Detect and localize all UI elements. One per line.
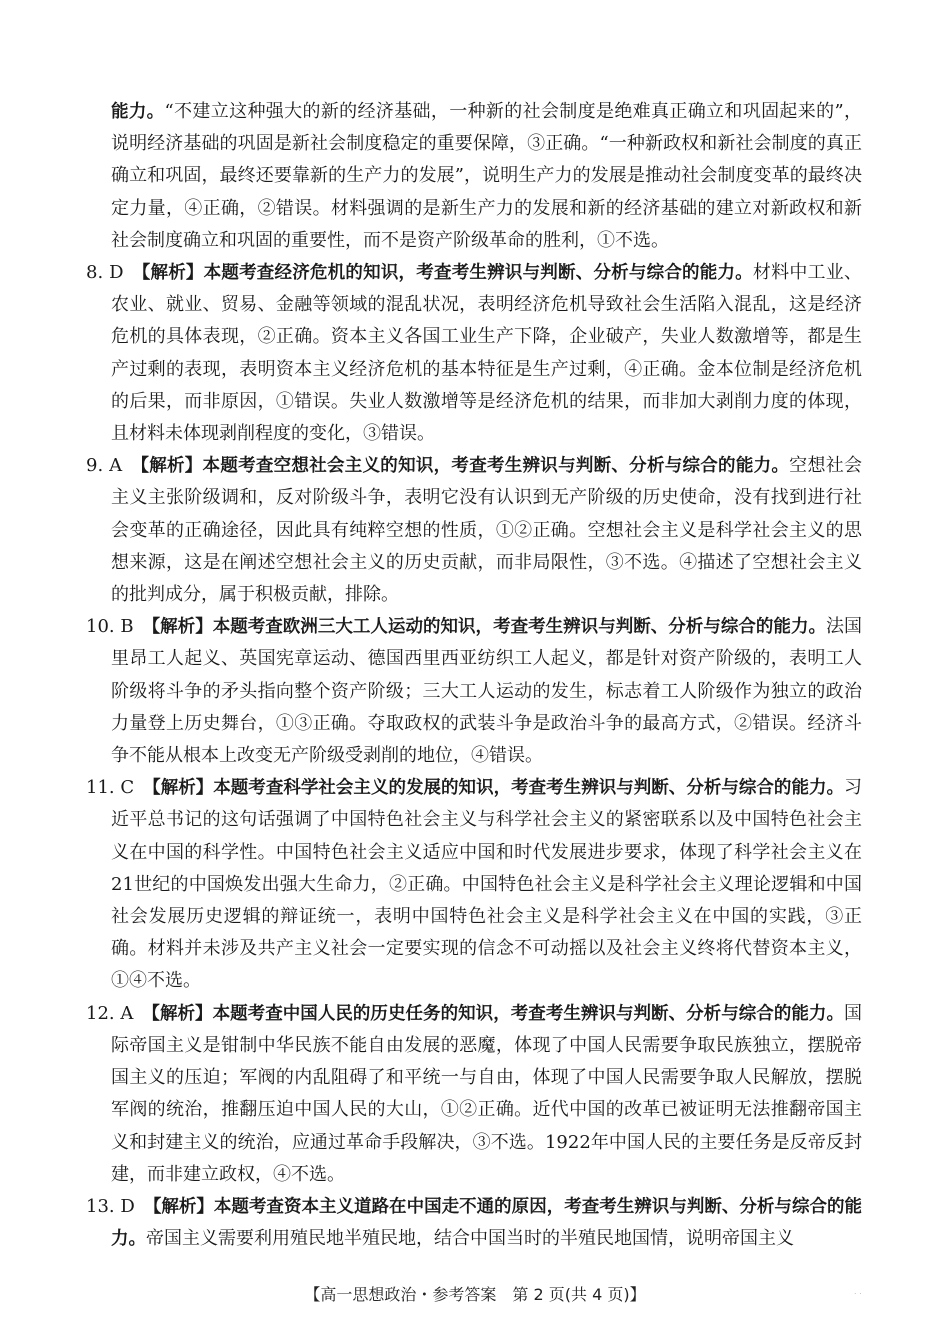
- answer-item-8: [86, 257, 862, 450]
- analysis-heading: 【解析】本题考查科学社会主义的发展的知识，考查考生辨识与判断、分析与综合的能力。: [143, 778, 845, 799]
- question-number: 8. D: [86, 262, 124, 284]
- continuation-bold: 能力。: [111, 102, 165, 122]
- analysis-heading: 【解析】本题考查空想社会主义的知识，考查考生辨识与判断、分析与综合的能力。: [131, 456, 790, 477]
- question-number: 9. A: [86, 455, 123, 477]
- analysis-text: 法国里昂工人起义、英国宪章运动、德国西里西亚纺织工人起义，都是针对资产阶级的，表明工人阶级将斗争的矛头指向整个资产阶级；三大工人运动的发生，标志着工人阶级作为独立的政治力量登上历史舞台，①③正确。夺取政权的武装斗争是政治斗争的最高方式，②错误。经济斗争不能从根本上改变无产阶级受剥削的地位，④错误。: [111, 616, 863, 767]
- analysis-text: 帝国主义需要利用殖民地半殖民地，结合中国当时的半殖民地国情，说明帝国主义: [146, 1228, 794, 1250]
- answer-item-13: [86, 1191, 862, 1255]
- question-number: 13. D: [86, 1195, 135, 1217]
- analysis-text: 国际帝国主义是钳制中华民族不能自由发展的恶魔，体现了中国人民需要争取民族独立，摆脱帝国主义的压迫；军阀的内乱阻碍了和平统一与自由，体现了中国人民需要争取人民解放，摆脱军阀的统治，推翻压迫中国人民的大山，①②正确。近代中国的改革已被证明无法推翻帝国主义和封建主义的统治，应通过革命手段解决，③不选。1922年中国人民的主要任务是反帝反封建，而非建立政权，④不选。: [111, 1002, 862, 1185]
- analysis-heading: 【解析】本题考查中国人民的历史任务的知识，考查考生辨识与判断、分析与综合的能力。: [142, 1003, 844, 1024]
- question-number: 10. B: [86, 616, 134, 638]
- corner-mark: . .: [854, 1287, 862, 1296]
- analysis-heading: 【解析】本题考查经济危机的知识，考查考生辨识与判断、分析与综合的能力。: [132, 263, 753, 284]
- answer-item-12: [86, 998, 862, 1191]
- answer-content: [86, 96, 862, 1255]
- continuation-text: “不建立这种强大的新的经济基础，一种新的社会制度是绝难真正确立和巩固起来的”，说明经济基础的巩固是新社会制度稳定的重要保障，③正确。“一种新政权和新社会制度的真正确立和巩固，最终还要靠新的生产力的发展”，说明生产力的发展是推动社会制度变革的最终决定力量，④正确，②错误。材料强调的是新生产力的发展和新的经济基础的建立对新政权和新社会制度确立和巩固的重要性，而不是资产阶级革命的胜利，①不选。: [111, 101, 862, 251]
- question-number: 11. C: [86, 777, 135, 799]
- continuation-paragraph: [86, 96, 862, 257]
- question-number: 12. A: [86, 1002, 134, 1024]
- page-footer: 【高一思想政治・参考答案 第 2 页(共 4 页)】: [304, 1285, 646, 1304]
- analysis-heading: 【解析】本题考查欧洲三大工人运动的知识，考查考生辨识与判断、分析与综合的能力。: [142, 617, 826, 638]
- analysis-heading: 【解析】本题考查资本主义道路在中国走不通的原因，考查考生辨识与判断、分析与综合的能力。: [111, 1196, 862, 1250]
- analysis-text: 空想社会主义主张阶级调和，反对阶级斗争，表明它没有认识到无产阶级的历史使命，没有找到进行社会变革的正确途径，因此具有纯粹空想的性质，①②正确。空想社会主义是科学社会主义的思想来源，这是在阐述空想社会主义的历史贡献，而非局限性，③不选。④描述了空想社会主义的批判成分，属于积极贡献，排除。: [111, 455, 862, 606]
- answer-item-11: [86, 772, 862, 997]
- analysis-text: 习近平总书记的这句话强调了中国特色社会主义与科学社会主义的紧密联系以及中国特色社会主义在中国的科学性。中国特色社会主义适应中国和时代发展进步要求，体现了科学社会主义在21世纪的中国焕发出强大生命力，②正确。中国特色社会主义是科学社会主义理论逻辑和中国社会发展历史逻辑的辩证统一，表明中国特色社会主义是科学社会主义在中国的实践，③正确。材料并未涉及共产主义社会一定要实现的信念不可动摇以及社会主义终将代替资本主义，①④不选。: [111, 777, 863, 992]
- answer-item-10: [86, 611, 862, 772]
- answer-item-9: [86, 450, 862, 611]
- analysis-text: 材料中工业、农业、就业、贸易、金融等领域的混乱状况，表明经济危机导致社会生活陷入混乱，这是经济危机的具体表现，②正确。资本主义各国工业生产下降，企业破产，失业人数激增等，都是生产过剩的表现，表明资本主义经济危机的基本特征是生产过剩，④正确。金本位制是经济危机的后果，而非原因，①错误。失业人数激增等是经济危机的结果，而非加大剥削力度的体现，且材料未体现剥削程度的变化，③错误。: [111, 262, 862, 445]
